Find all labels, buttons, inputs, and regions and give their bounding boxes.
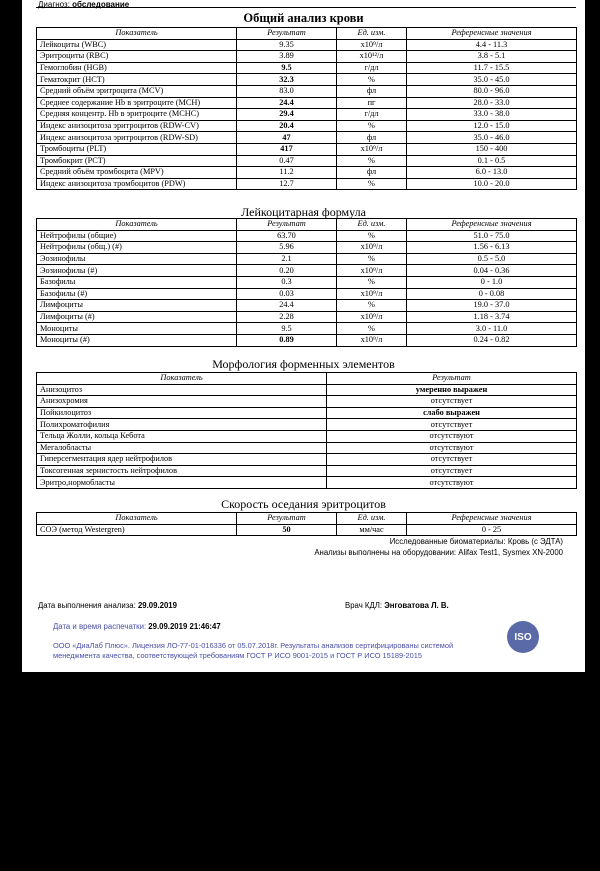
table-row: [37, 454, 577, 466]
license-line-1: ООО «ДиаЛаб Плюс». Лицензия ЛО-77-01-016336 от 05.07.2018г. Результаты анализов сертифицированы системой: [53, 641, 454, 650]
cell-value: 11.2: [237, 167, 337, 179]
column-header: Показатель: [37, 373, 327, 385]
license-line-2: менеджмента качества, соответствующей требованиям ГОСТ Р ИСО 9001-2015 и ГОСТ Р ИСО 15189-2015: [53, 651, 422, 660]
print-label: Дата и время распечатки:: [53, 622, 147, 631]
cell-name: Эритроциты (RBC): [37, 51, 237, 63]
cell-name: Эритро,нормобласты: [37, 477, 327, 489]
table-header-row: [37, 219, 577, 231]
cell-value: 417: [237, 143, 337, 155]
doctor: [345, 601, 449, 610]
analysis-date-label: Дата выполнения анализа:: [38, 601, 136, 610]
cell-name: Анизоцитоз: [37, 384, 327, 396]
cell-value: 9.5: [237, 62, 337, 74]
table-row: [37, 334, 577, 346]
cell-ref: 51.0 - 75.0: [407, 230, 577, 242]
cell-unit: фл: [337, 132, 407, 144]
cell-unit: x10⁹/л: [337, 143, 407, 155]
table-row: [37, 300, 577, 312]
cell-ref: 19.0 - 37.0: [407, 300, 577, 312]
equipment-note: Анализы выполнены на оборудовании: Alifax Test1, Sysmex XN-2000: [314, 548, 563, 557]
cell-name: Нейтрофилы (общие): [37, 230, 237, 242]
cell-ref: 3.0 - 11.0: [407, 323, 577, 335]
doctor-label: Врач КДЛ:: [345, 601, 383, 610]
cell-unit: %: [337, 120, 407, 132]
biomaterial-note: Исследованные биоматериалы: Кровь (с ЭДТА): [389, 537, 563, 546]
table-row: [37, 39, 577, 51]
cell-name: Гиперсегментация ядер нейтрофилов: [37, 454, 327, 466]
table-row: [37, 407, 577, 419]
cell-name: Лейкоциты (WBC): [37, 39, 237, 51]
cell-ref: 6.0 - 13.0: [407, 167, 577, 179]
cell-value: отсутствует: [327, 454, 577, 466]
cell-name: Полихроматофилия: [37, 419, 327, 431]
cell-value: умеренно выражен: [327, 384, 577, 396]
cell-name: Средний объём эритроцита (MCV): [37, 85, 237, 97]
cell-unit: г/дл: [337, 62, 407, 74]
cell-value: 24.4: [237, 300, 337, 312]
column-header: Ед. изм.: [337, 219, 407, 231]
table-row: [37, 85, 577, 97]
table-row: [37, 97, 577, 109]
cell-value: 47: [237, 132, 337, 144]
cell-value: 9.5: [237, 323, 337, 335]
cell-value: 0.03: [237, 288, 337, 300]
column-header: Результат: [237, 513, 337, 525]
cell-ref: 12.0 - 15.0: [407, 120, 577, 132]
table-row: [37, 242, 577, 254]
table-row: [37, 396, 577, 408]
cell-unit: %: [337, 155, 407, 167]
print-value: 29.09.2019 21:46:47: [148, 622, 221, 631]
cell-ref: 35.0 - 45.0: [407, 74, 577, 86]
table-row: [37, 384, 577, 396]
cell-value: 32.3: [237, 74, 337, 86]
cell-ref: 0.04 - 0.36: [407, 265, 577, 277]
cell-value: 0.20: [237, 265, 337, 277]
cell-value: 2.28: [237, 311, 337, 323]
cell-name: Эозинофилы: [37, 253, 237, 265]
cell-ref: 35.0 - 46.0: [407, 132, 577, 144]
column-header: Референсные значения: [407, 28, 577, 40]
cell-value: отсутствуют: [327, 430, 577, 442]
leuko-title: Лейкоцитарная формула: [241, 205, 366, 219]
cell-name: Анизохромия: [37, 396, 327, 408]
table-row: [37, 120, 577, 132]
column-header: Показатель: [37, 28, 237, 40]
diagnosis-label: Диагноз:: [38, 0, 70, 9]
cell-unit: %: [337, 74, 407, 86]
table-row: [37, 465, 577, 477]
cell-value: 24.4: [237, 97, 337, 109]
cell-name: Токсогенная зернистость нейтрофилов: [37, 465, 327, 477]
iso-badge-icon: ISO: [507, 621, 539, 653]
cell-name: Нейтрофилы (общ.) (#): [37, 242, 237, 254]
cell-unit: пг: [337, 97, 407, 109]
cell-name: СОЭ (метод Westergren): [37, 524, 237, 536]
cell-name: Средний объём тромбоцита (MPV): [37, 167, 237, 179]
table-header-row: [37, 373, 577, 385]
cell-name: Индекс анизоцитоза эритроцитов (RDW-CV): [37, 120, 237, 132]
print-datetime: [53, 622, 221, 631]
cell-ref: 80.0 - 96.0: [407, 85, 577, 97]
column-header: Ед. изм.: [337, 513, 407, 525]
table-row: [37, 143, 577, 155]
cell-unit: x10⁹/л: [337, 334, 407, 346]
cell-unit: x10⁹/л: [337, 39, 407, 51]
cell-ref: 28.0 - 33.0: [407, 97, 577, 109]
table-row: [37, 62, 577, 74]
cell-name: Тромбоциты (PLT): [37, 143, 237, 155]
leuko-table: [36, 218, 577, 347]
cell-unit: %: [337, 276, 407, 288]
cell-name: Гемоглобин (HGB): [37, 62, 237, 74]
table-row: [37, 311, 577, 323]
cell-name: Гематокрит (HCT): [37, 74, 237, 86]
column-header: Результат: [237, 28, 337, 40]
cell-ref: 33.0 - 38.0: [407, 109, 577, 121]
cell-unit: x10¹²/л: [337, 51, 407, 63]
cell-name: Индекс анизоцитоза эритроцитов (RDW-SD): [37, 132, 237, 144]
table-row: [37, 253, 577, 265]
cell-ref: 0.1 - 0.5: [407, 155, 577, 167]
cell-name: Моноциты (#): [37, 334, 237, 346]
cell-unit: %: [337, 300, 407, 312]
table-row: [37, 155, 577, 167]
cell-name: Пойкилоцитоз: [37, 407, 327, 419]
cell-unit: г/дл: [337, 109, 407, 121]
cell-value: 12.7: [237, 178, 337, 190]
cell-value: отсутствуют: [327, 442, 577, 454]
cell-unit: %: [337, 253, 407, 265]
table-row: [37, 442, 577, 454]
table-row: [37, 51, 577, 63]
esr-table: [36, 512, 577, 536]
diagnosis-value: обследование: [72, 0, 130, 9]
morph-table: [36, 372, 577, 489]
cell-value: 20.4: [237, 120, 337, 132]
cell-ref: 0 - 0.08: [407, 288, 577, 300]
morph-title: Морфология форменных элементов: [212, 357, 395, 371]
column-header: Результат: [327, 373, 577, 385]
cell-value: 50: [237, 524, 337, 536]
cell-ref: 11.7 - 15.5: [407, 62, 577, 74]
cell-name: Лимфоциты (#): [37, 311, 237, 323]
cell-ref: 0 - 1.0: [407, 276, 577, 288]
table-row: [37, 323, 577, 335]
cell-unit: %: [337, 230, 407, 242]
cell-name: Среднее содержание Hb в эритроците (MCH): [37, 97, 237, 109]
cell-ref: 1.56 - 6.13: [407, 242, 577, 254]
cell-value: 29.4: [237, 109, 337, 121]
cell-unit: x10⁹/л: [337, 265, 407, 277]
cell-name: Средняя концентр. Hb в эритроците (MCHC): [37, 109, 237, 121]
table-row: [37, 230, 577, 242]
cell-name: Тельца Жолли, кольца Кебота: [37, 430, 327, 442]
cell-value: 0.89: [237, 334, 337, 346]
cell-value: отсутствует: [327, 419, 577, 431]
column-header: Референсные значения: [407, 219, 577, 231]
table-row: [37, 109, 577, 121]
cell-unit: фл: [337, 167, 407, 179]
doctor-value: Энговатова Л. В.: [384, 601, 449, 610]
table-row: [37, 167, 577, 179]
cell-unit: %: [337, 178, 407, 190]
cell-name: Лимфоциты: [37, 300, 237, 312]
cell-ref: 3.8 - 5.1: [407, 51, 577, 63]
column-header: Показатель: [37, 513, 237, 525]
table-row: [37, 477, 577, 489]
cell-name: Базофилы: [37, 276, 237, 288]
table-row: [37, 276, 577, 288]
cell-value: 3.89: [237, 51, 337, 63]
cell-value: 83.0: [237, 85, 337, 97]
cell-ref: 150 - 400: [407, 143, 577, 155]
cell-ref: 0 - 25: [407, 524, 577, 536]
cell-ref: 0.24 - 0.82: [407, 334, 577, 346]
column-header: Показатель: [37, 219, 237, 231]
cell-name: Базофилы (#): [37, 288, 237, 300]
cell-name: Моноциты: [37, 323, 237, 335]
table-row: [37, 132, 577, 144]
esr-title: Скорость оседания эритроцитов: [221, 497, 386, 511]
cell-value: 0.47: [237, 155, 337, 167]
cell-name: Тромбокрит (PCT): [37, 155, 237, 167]
table-row: [37, 419, 577, 431]
top-divider: [36, 7, 576, 8]
analysis-date: [38, 601, 177, 610]
cell-name: Мегалобласты: [37, 442, 327, 454]
column-header: Ед. изм.: [337, 28, 407, 40]
cbc-table: [36, 27, 577, 190]
cell-value: отсутствует: [327, 396, 577, 408]
cell-unit: x10⁹/л: [337, 311, 407, 323]
cell-ref: 4.4 - 11.3: [407, 39, 577, 51]
table-row: [37, 178, 577, 190]
cell-unit: x10⁹/л: [337, 242, 407, 254]
cell-value: 5.96: [237, 242, 337, 254]
table-row: [37, 74, 577, 86]
lab-report-page: [22, 0, 585, 672]
cell-unit: x10⁹/л: [337, 288, 407, 300]
table-header-row: [37, 513, 577, 525]
table-row: [37, 430, 577, 442]
cell-unit: мм/час: [337, 524, 407, 536]
cbc-title: Общий анализ крови: [243, 11, 364, 25]
table-header-row: [37, 28, 577, 40]
table-row: [37, 288, 577, 300]
table-row: [37, 265, 577, 277]
table-row: [37, 524, 577, 536]
cell-value: 63.70: [237, 230, 337, 242]
cell-value: 0.3: [237, 276, 337, 288]
analysis-date-value: 29.09.2019: [137, 601, 177, 610]
column-header: Референсные значения: [407, 513, 577, 525]
cell-name: Индекс анизоцитоза тромбоцитов (PDW): [37, 178, 237, 190]
cell-ref: 0.5 - 5.0: [407, 253, 577, 265]
cell-value: 9.35: [237, 39, 337, 51]
cell-unit: фл: [337, 85, 407, 97]
cell-name: Эозинофилы (#): [37, 265, 237, 277]
cell-ref: 10.0 - 20.0: [407, 178, 577, 190]
cell-unit: %: [337, 323, 407, 335]
cell-ref: 1.18 - 3.74: [407, 311, 577, 323]
cell-value: слабо выражен: [327, 407, 577, 419]
cell-value: отсутствует: [327, 465, 577, 477]
cell-value: 2.1: [237, 253, 337, 265]
column-header: Результат: [237, 219, 337, 231]
cell-value: отсутствуют: [327, 477, 577, 489]
